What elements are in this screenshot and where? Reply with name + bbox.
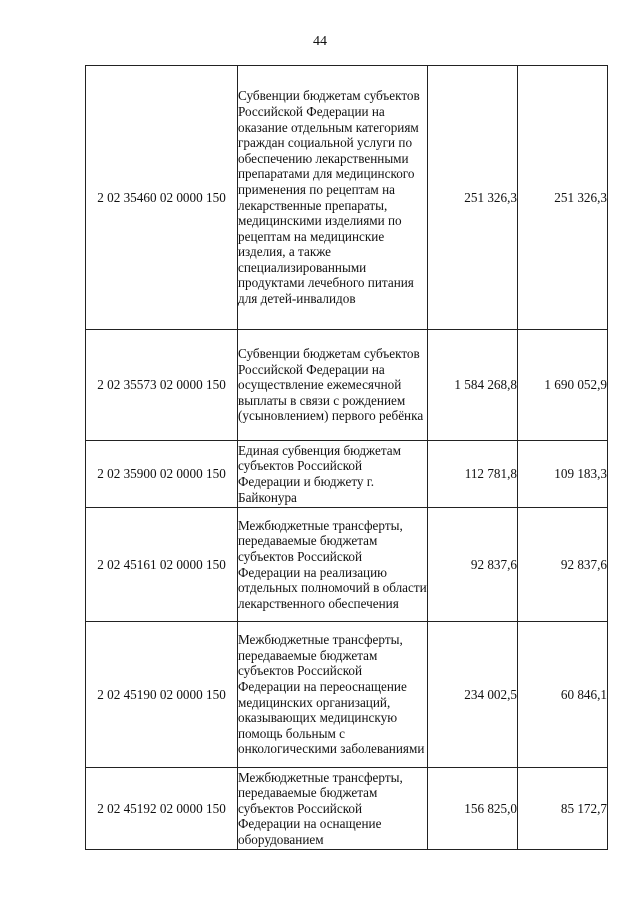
budget-code: 2 02 45190 02 0000 150 <box>86 622 238 768</box>
budget-code: 2 02 45192 02 0000 150 <box>86 768 238 850</box>
budget-code: 2 02 35573 02 0000 150 <box>86 330 238 441</box>
table-row <box>86 508 608 622</box>
revenue-name: Субвенции бюджетам субъектов Российской Федерации на оказание отдельным категориям граждан социальной услуги по обеспечению лекарственными препаратами для медицинского применения по рецептам на лекарственные препараты, медицинскими изделиями по рецептам на медицинские изделия, а также специализированными продуктами лечебного питания для детей-инвалидов <box>238 66 428 330</box>
table-row <box>86 66 608 330</box>
amount-second: 60 846,1 <box>518 622 608 768</box>
table-row <box>86 768 608 850</box>
budget-code: 2 02 35900 02 0000 150 <box>86 441 238 508</box>
amount-first: 234 002,5 <box>428 622 518 768</box>
revenue-name: Межбюджетные трансферты, передаваемые бюджетам субъектов Российской Федерации на реализацию отдельных полномочий в области лекарственного обеспечения <box>238 508 428 622</box>
revenue-name: Единая субвенция бюджетам субъектов Российской Федерации и бюджету г. Байконура <box>238 441 428 508</box>
amount-first: 1 584 268,8 <box>428 330 518 441</box>
revenue-name: Субвенции бюджетам субъектов Российской Федерации на осуществление ежемесячной выплаты в связи с рождением (усыновлением) первого ребёнка <box>238 330 428 441</box>
amount-second: 85 172,7 <box>518 768 608 850</box>
amount-second: 1 690 052,9 <box>518 330 608 441</box>
amount-second: 251 326,3 <box>518 66 608 330</box>
budget-code: 2 02 45161 02 0000 150 <box>86 508 238 622</box>
amount-first: 112 781,8 <box>428 441 518 508</box>
amount-second: 109 183,3 <box>518 441 608 508</box>
amount-first: 251 326,3 <box>428 66 518 330</box>
amount-first: 92 837,6 <box>428 508 518 622</box>
revenue-name: Межбюджетные трансферты, передаваемые бюджетам субъектов Российской Федерации на переоснащение медицинских организаций, оказывающих медицинскую помощь больным с онкологическими заболеваниями <box>238 622 428 768</box>
amount-first: 156 825,0 <box>428 768 518 850</box>
amount-second: 92 837,6 <box>518 508 608 622</box>
table-row <box>86 330 608 441</box>
table-row <box>86 441 608 508</box>
budget-table <box>85 65 608 850</box>
page-number: 44 <box>313 34 327 49</box>
table-row <box>86 622 608 768</box>
budget-code: 2 02 35460 02 0000 150 <box>86 66 238 330</box>
revenue-name: Межбюджетные трансферты, передаваемые бюджетам субъектов Российской Федерации на оснащение оборудованием <box>238 768 428 850</box>
